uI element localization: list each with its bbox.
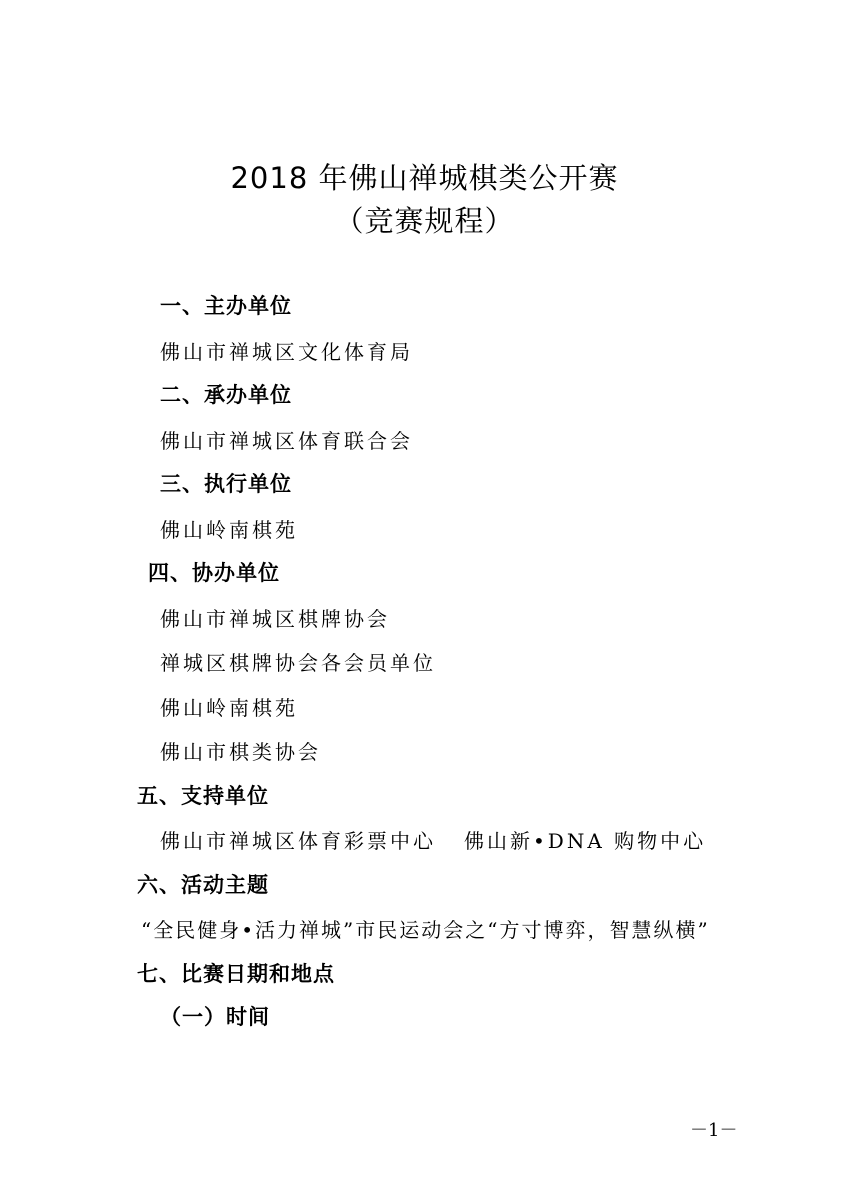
document-subtitle: （竞赛规程） — [334, 204, 515, 238]
supporter-name: 佛山新•DNA 购物中心 — [464, 829, 707, 853]
section-heading-date-venue: 七、比赛日期和地点 — [137, 962, 335, 986]
undertaker-text: 佛山市禅城区体育联合会 — [160, 429, 413, 453]
section-heading-organizer: 一、主办单位 — [160, 294, 292, 318]
document-title: 2018 年佛山禅城棋类公开赛 — [230, 161, 619, 195]
co-organizer-text: 佛山市禅城区棋牌协会 — [160, 607, 390, 631]
page-number: －1－ — [690, 1120, 738, 1141]
theme-text: “全民健身•活力禅城”市民运动会之“方寸博弈，智慧纵横” — [141, 918, 710, 942]
executor-text: 佛山岭南棋苑 — [160, 518, 298, 542]
section-heading-supporter: 五、支持单位 — [137, 784, 269, 808]
sub-heading-time: （一）时间 — [160, 1005, 270, 1029]
section-heading-executor: 三、执行单位 — [160, 472, 292, 496]
co-organizer-text: 禅城区棋牌协会各会员单位 — [160, 651, 436, 675]
section-heading-undertaker: 二、承办单位 — [160, 383, 292, 407]
co-organizer-text: 佛山市棋类协会 — [160, 740, 321, 764]
co-organizer-text: 佛山岭南棋苑 — [160, 696, 298, 720]
organizer-text: 佛山市禅城区文化体育局 — [160, 340, 413, 364]
section-heading-theme: 六、活动主题 — [137, 873, 269, 897]
supporter-name: 佛山市禅城区体育彩票中心 — [160, 829, 436, 853]
supporter-text — [160, 825, 706, 854]
section-heading-co-organizer: 四、协办单位 — [148, 561, 280, 585]
